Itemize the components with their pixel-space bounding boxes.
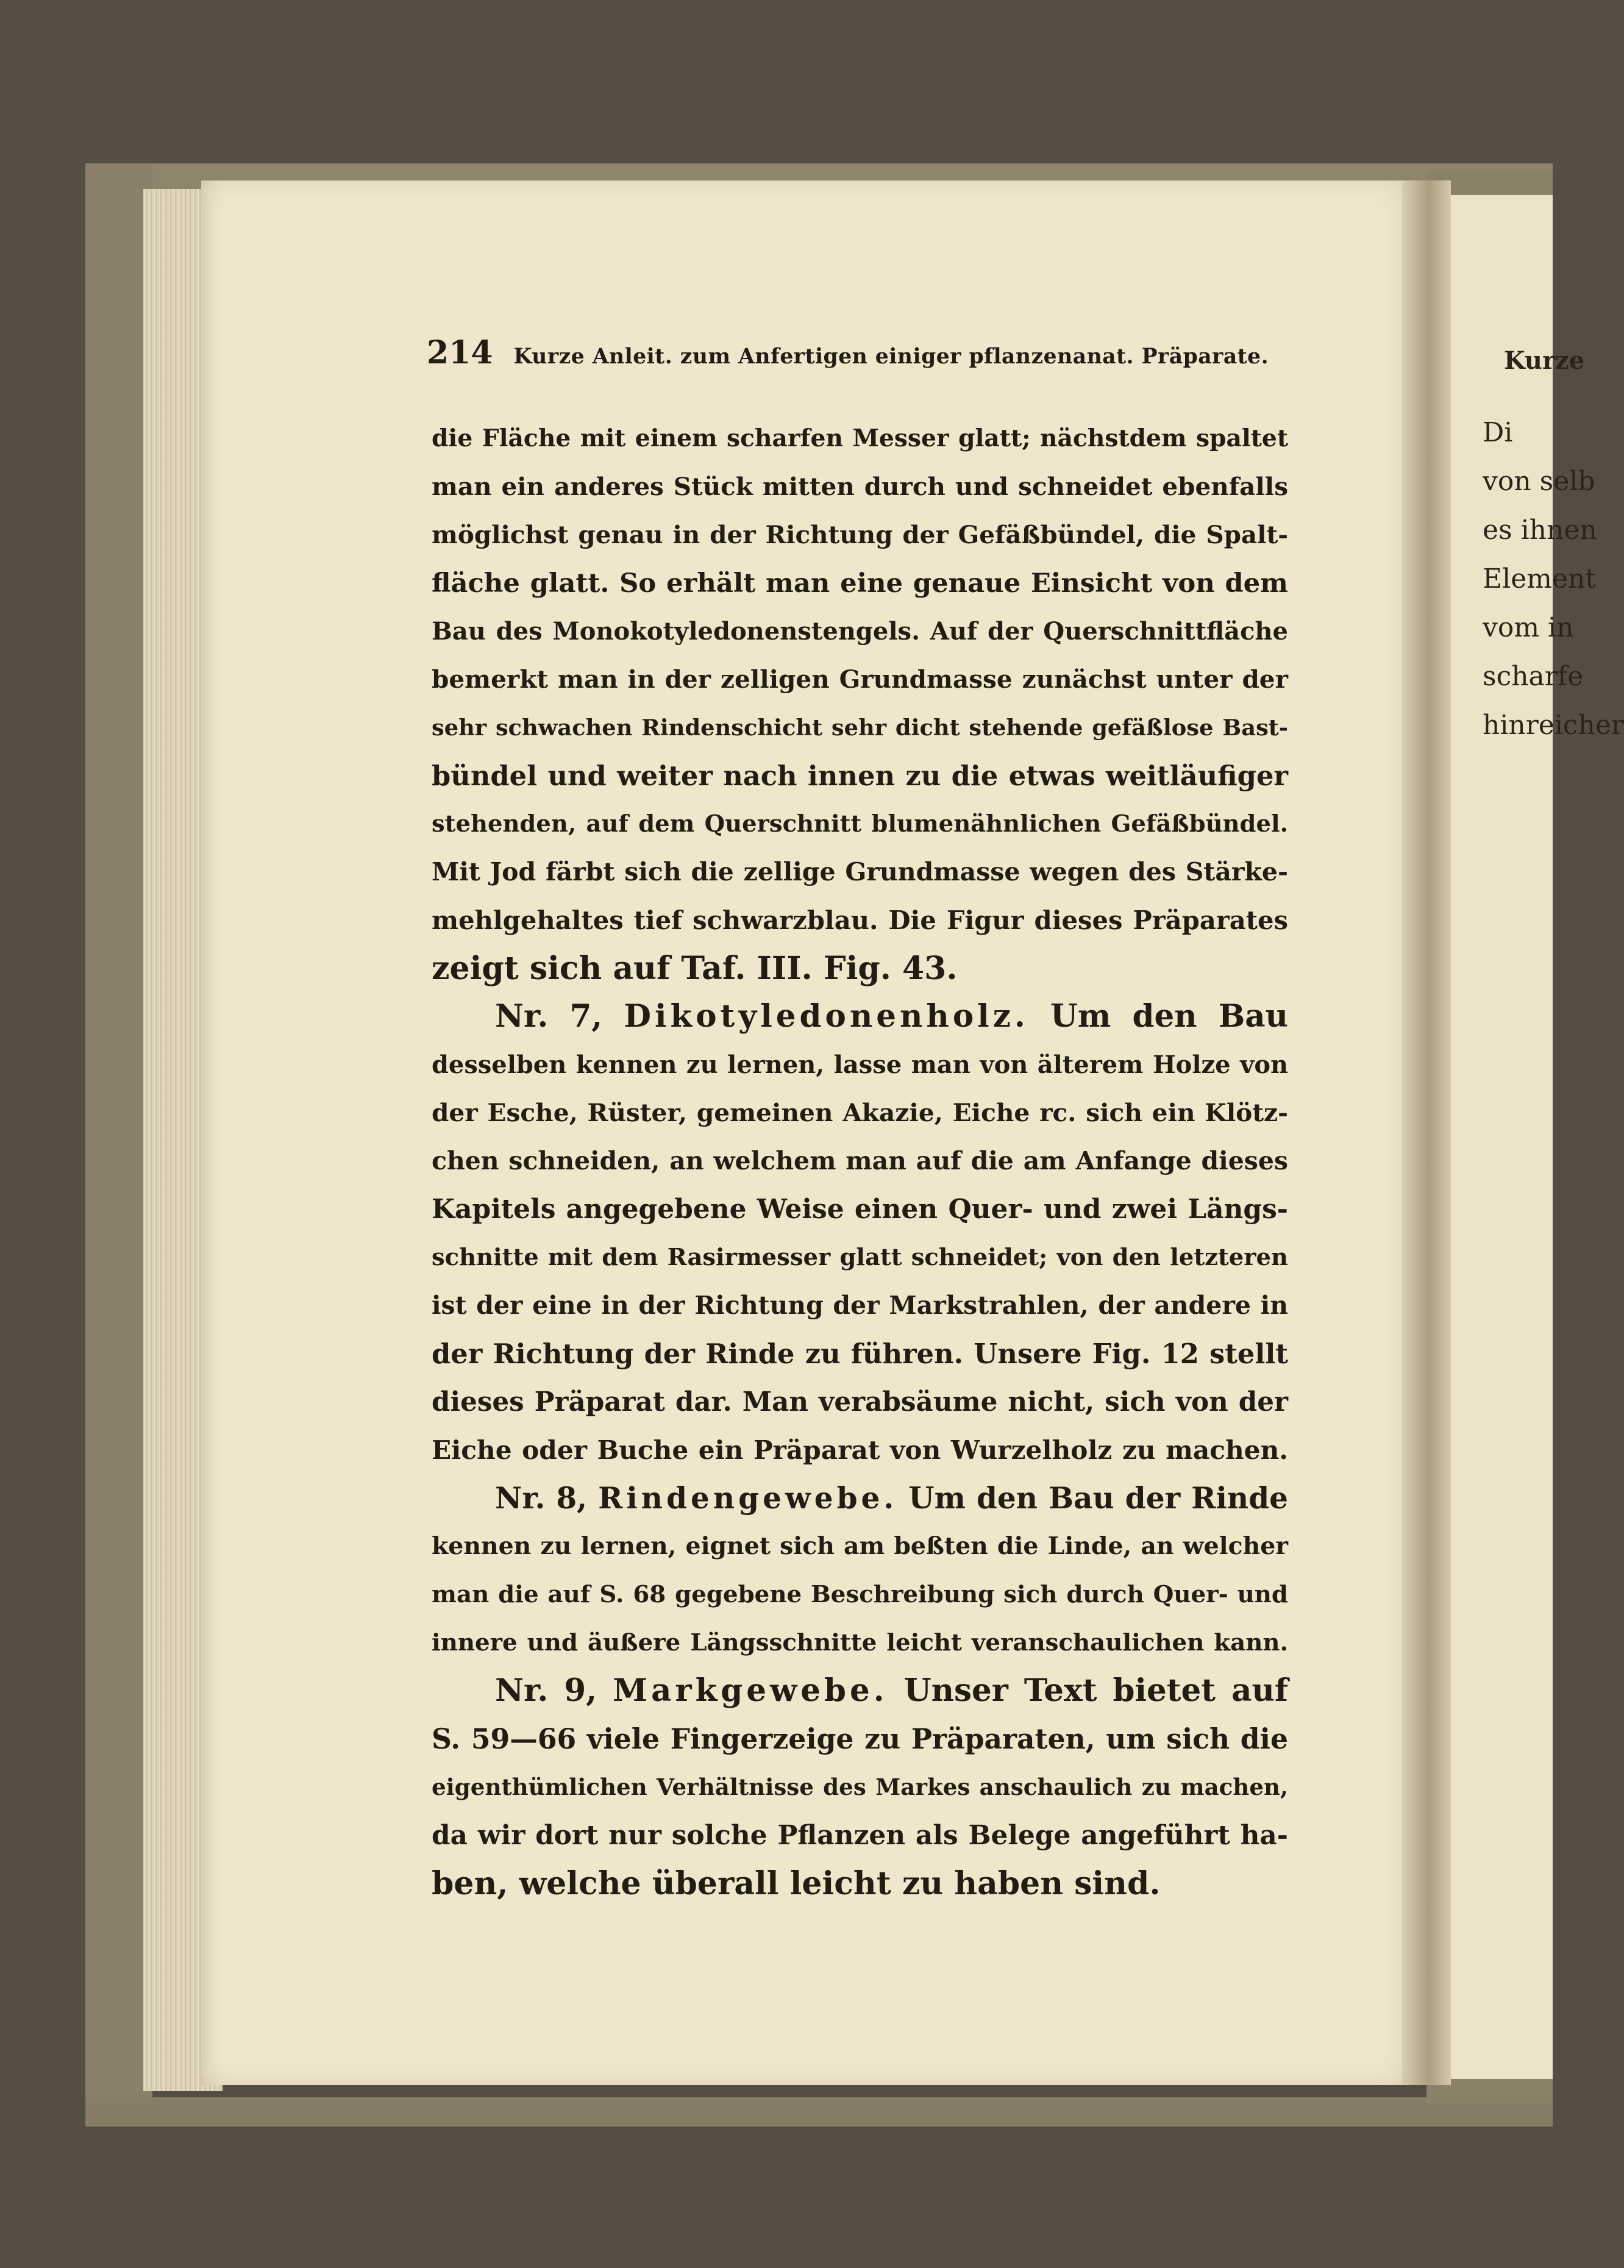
text-line: Bau des Monokotyledonenstengels. Auf der Querschnittfläche: [432, 617, 1288, 646]
text-line: Eiche oder Buche ein Präparat von Wurzelholz zu machen.: [432, 1435, 1288, 1465]
section-first-line: Um den Bau der Rinde: [908, 1481, 1288, 1516]
section-heading-line: [432, 1474, 1288, 1522]
book-cover-bottom: [85, 2097, 1553, 2127]
section-heading: Rindengewebe.: [598, 1481, 898, 1516]
page-header: [427, 334, 1269, 377]
page-number: 214: [427, 334, 493, 371]
text-line: man die auf S. 68 gegebene Beschreibung sich durch Quer- und: [432, 1581, 1288, 1608]
section-number: Nr. 8,: [495, 1481, 588, 1516]
section-heading-line: [432, 1667, 1288, 1715]
text-line: innere und äußere Längsschnitte leicht veranschaulichen kann.: [432, 1629, 1288, 1656]
text-line: bündel und weiter nach innen zu die etwas weitläufiger: [432, 760, 1288, 792]
right-page-line: hinreicher: [1483, 710, 1624, 741]
text-line: bemerkt man in der zelligen Grundmasse zunächst unter der: [432, 665, 1288, 694]
text-line: zeigt sich auf Taf. III. Fig. 43.: [432, 950, 958, 987]
text-line: ben, welche überall leicht zu haben sind.: [432, 1865, 1161, 1902]
gutter-shadow: [1402, 180, 1451, 2085]
text-line: Kapitels angegebene Weise einen Quer- und zwei Längs-: [432, 1194, 1288, 1225]
text-line: sehr schwachen Rindenschicht sehr dicht stehende gefäßlose Bast-: [432, 714, 1288, 741]
right-page-line: Di: [1483, 417, 1513, 448]
text-line: die Fläche mit einem scharfen Messer glatt; nächstdem spaltet: [432, 424, 1288, 452]
section-number: Nr. 9,: [495, 1672, 597, 1709]
book-cover-left: [85, 163, 152, 2127]
right-page-line: scharfe: [1483, 661, 1584, 692]
right-page-line: von selb: [1483, 466, 1595, 497]
text-line: der Richtung der Rinde zu führen. Unsere Fig. 12 stellt: [432, 1338, 1288, 1370]
section-heading: Dikotyledonenholz.: [624, 998, 1029, 1035]
text-line: möglichst genau in der Richtung der Gefäßbündel, die Spalt-: [432, 520, 1288, 549]
text-line: man ein anderes Stück mitten durch und schneidet ebenfalls: [432, 472, 1288, 501]
text-line: eigenthümlichen Verhältnisse des Markes anschaulich zu machen,: [432, 1774, 1288, 1800]
right-page: [1451, 195, 1624, 2079]
section-heading: Markgewebe.: [613, 1672, 888, 1709]
section-first-line: Unser Text bietet auf: [903, 1672, 1289, 1709]
text-line: desselben kennen zu lernen, lasse man von älterem Holze von: [432, 1050, 1288, 1079]
text-line: schnitte mit dem Rasirmesser glatt schneidet; von den letzteren: [432, 1244, 1288, 1271]
right-page-line: es ihnen: [1483, 515, 1597, 546]
text-line: S. 59—66 viele Fingerzeige zu Präparaten, um sich die: [432, 1722, 1288, 1755]
text-line: mehlgehaltes tief schwarzblau. Die Figur dieses Präparates: [432, 905, 1288, 935]
text-line: da wir dort nur solche Pflanzen als Belege angeführt ha-: [432, 1820, 1288, 1851]
right-page-line: Element: [1483, 563, 1597, 594]
text-line: fläche glatt. So erhält man eine genaue Einsicht von dem: [432, 568, 1288, 599]
text-line: ist der eine in der Richtung der Markstrahlen, der andere in: [432, 1291, 1288, 1320]
text-line: Mit Jod färbt sich die zellige Grundmasse wegen des Stärke-: [432, 857, 1288, 886]
text-line: der Esche, Rüster, gemeinen Akazie, Eiche rc. sich ein Klötz-: [432, 1098, 1288, 1127]
section-first-line: Um den Bau: [1050, 998, 1288, 1035]
section-number: Nr. 7,: [495, 998, 603, 1035]
body-text: [432, 415, 1288, 1908]
right-page-line: vom in: [1483, 612, 1574, 643]
text-line: stehenden, auf dem Querschnitt blumenähnlichen Gefäßbündel.: [432, 810, 1288, 838]
running-title: Kurze Anleit. zum Anfertigen einiger pflanzenanat. Präparate.: [513, 344, 1269, 369]
text-line: chen schneiden, an welchem man auf die am Anfange dieses: [432, 1146, 1288, 1175]
text-line: kennen zu lernen, eignet sich am beßten die Linde, an welcher: [432, 1532, 1288, 1560]
section-heading-line: [432, 993, 1288, 1041]
right-page-header: Kurze: [1504, 346, 1585, 375]
text-line: dieses Präparat dar. Man verabsäume nicht, sich von der: [432, 1386, 1288, 1417]
